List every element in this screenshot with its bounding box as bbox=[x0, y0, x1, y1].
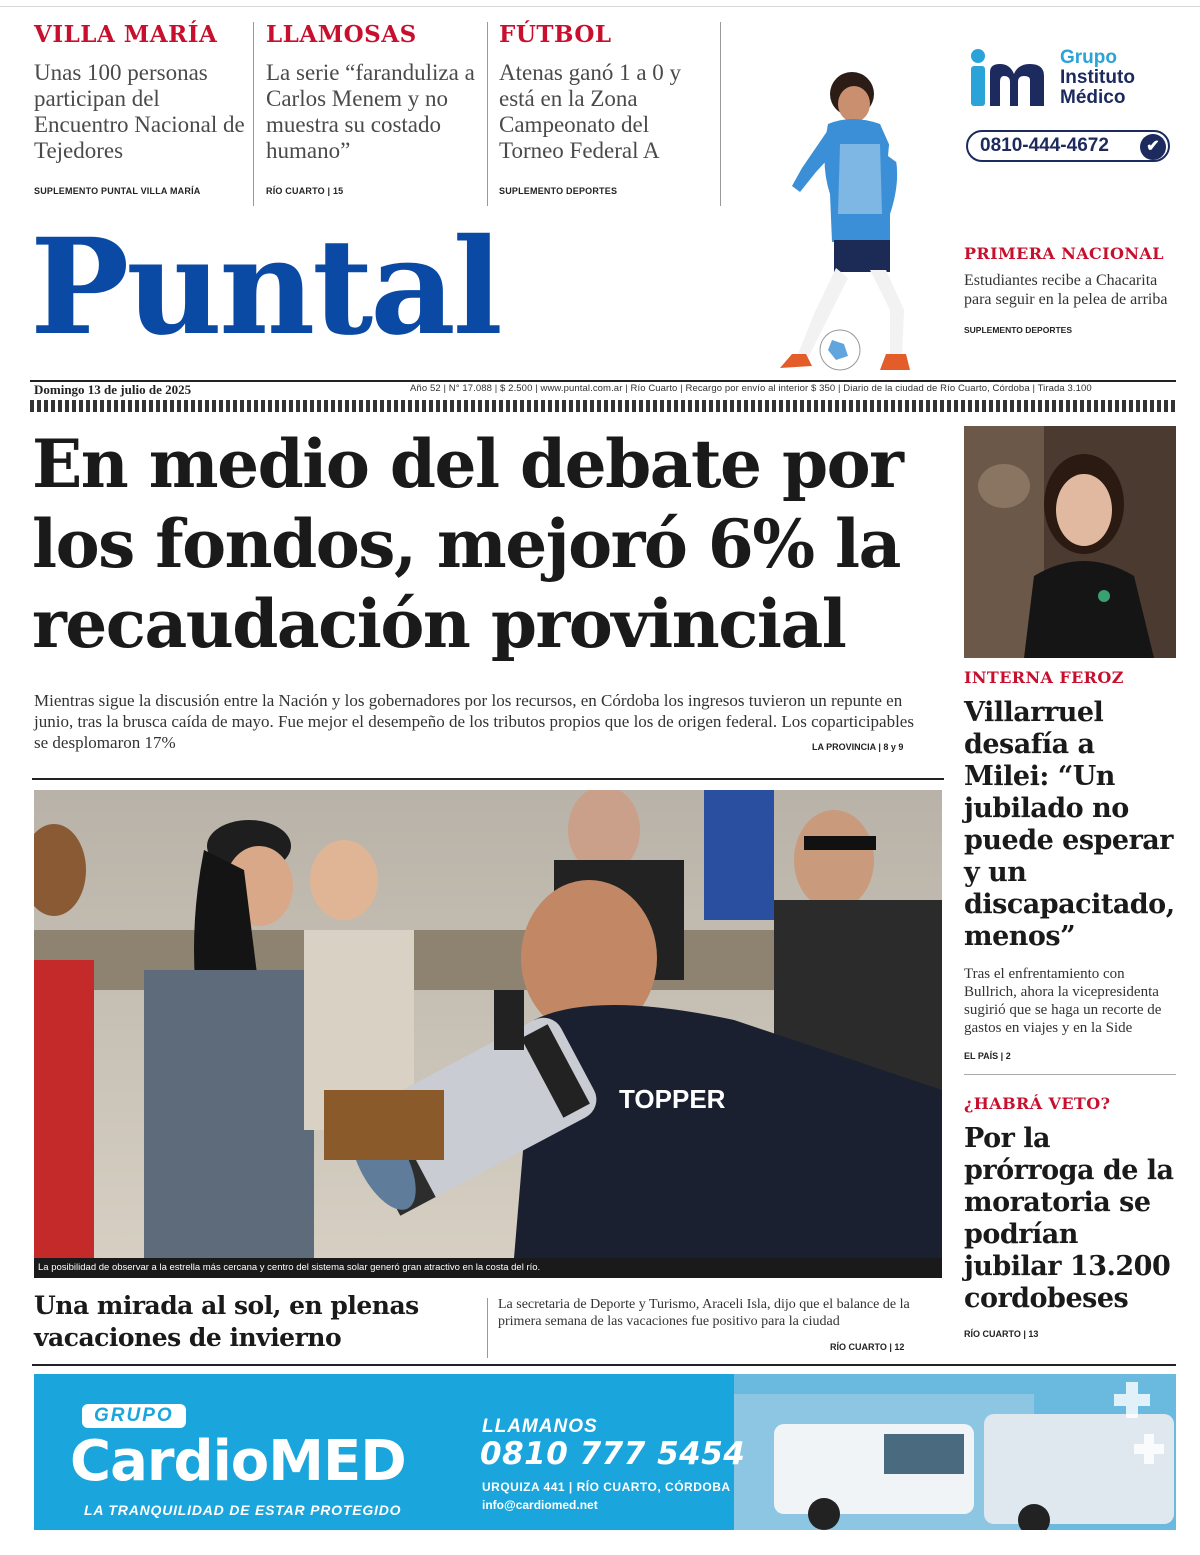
story-ref: RÍO CUARTO | 13 bbox=[964, 1329, 1039, 1339]
edition-meta: Año 52 | N° 17.088 | $ 2.500 | www.puntal.com.ar | Río Cuarto | Recargo por envío al interior $ 350 | Diario de la ciudad de Río Cuarto, Córdoba | Tirada 3.100 bbox=[410, 383, 1092, 394]
story-headline: Por la prórroga de la moratoria se podrían jubilar 13.200 cordobeses bbox=[964, 1123, 1174, 1314]
edition-strip bbox=[30, 380, 1176, 400]
teaser-text: La serie “faranduliza a Carlos Menem y no muestra su costado humano” bbox=[266, 60, 475, 163]
teaser-section: SUPLEMENTO PUNTAL VILLA MARÍA bbox=[34, 186, 201, 196]
football-player-photo bbox=[740, 64, 960, 380]
teaser-kicker: PRIMERA NACIONAL bbox=[964, 244, 1164, 263]
teaser-villa-maria[interactable] bbox=[34, 20, 249, 196]
cardiomed-tagline: LA TRANQUILIDAD DE ESTAR PROTEGIDO bbox=[84, 1502, 402, 1518]
perforated-rule bbox=[30, 400, 1176, 412]
instituto-medico-logo-icon bbox=[968, 48, 1056, 108]
ad-instituto-medico[interactable] bbox=[964, 40, 1174, 170]
cardiomed-address: URQUIZA 441 | RÍO CUARTO, CÓRDOBA bbox=[482, 1480, 731, 1494]
im-phone-pill[interactable] bbox=[966, 130, 1170, 162]
cardiomed-grupo-label: GRUPO bbox=[82, 1404, 186, 1428]
column-divider bbox=[487, 1298, 488, 1358]
shirt-brand-text: TOPPER bbox=[619, 1084, 726, 1114]
cardiomed-logo: CardioMED bbox=[70, 1429, 406, 1494]
im-line1: Instituto bbox=[1060, 67, 1135, 88]
column-divider bbox=[253, 22, 254, 206]
rule bbox=[964, 1074, 1176, 1075]
teaser-section: SUPLEMENTO DEPORTES bbox=[964, 325, 1072, 335]
main-lede: Mientras sigue la discusión entre la Nación y los gobernadores por los recursos, en Córdoba los ingresos tuvieron un repunte en junio, tras la brusca caída de mayo. Fue mejor el desempeño de los tributos propios que los de origen federal. Los coparticipables se desplomaron 17% bbox=[34, 691, 914, 752]
im-phone-number: 0810-444-4672 bbox=[980, 135, 1109, 156]
villarruel-portrait-photo[interactable] bbox=[964, 426, 1176, 658]
rule bbox=[32, 1364, 1176, 1366]
rule bbox=[32, 778, 944, 780]
main-headline[interactable]: En medio del debate por los fondos, mejoró 6% la recaudación provincial bbox=[32, 425, 903, 663]
teaser-text: Unas 100 personas participan del Encuentro Nacional de Tejedores bbox=[34, 60, 245, 163]
teaser-llamosas[interactable] bbox=[266, 20, 481, 196]
teaser-futbol[interactable] bbox=[499, 20, 714, 196]
story-text: Tras el enfrentamiento con Bullrich, ahora la vicepresidenta sugirió que se haga un recorte de gastos en viajes y en la Side bbox=[964, 966, 1162, 1036]
photo-story-ref[interactable]: RÍO CUARTO | 12 bbox=[830, 1342, 905, 1352]
cardiomed-email[interactable]: info@cardiomed.net bbox=[482, 1498, 598, 1512]
main-photo-solar-observation[interactable] bbox=[34, 790, 942, 1258]
photo-caption: La posibilidad de observar a la estrella más cercana y centro del sistema solar generó gran atractivo en la costa del río. bbox=[34, 1258, 942, 1278]
edition-date: Domingo 13 de julio de 2025 bbox=[34, 382, 192, 397]
teaser-text: Estudiantes recibe a Chacarita para seguir en la pelea de arriba bbox=[964, 272, 1168, 308]
ad-cardiomed[interactable] bbox=[34, 1374, 1176, 1530]
column-divider bbox=[487, 22, 488, 206]
teaser-text: Atenas ganó 1 a 0 y está en la Zona Campeonato del Torneo Federal A bbox=[499, 60, 682, 163]
check-icon: ✔ bbox=[1140, 134, 1166, 160]
im-grupo-label: Grupo bbox=[1060, 47, 1117, 68]
photo-story-headline[interactable]: Una mirada al sol, en plenas vacaciones de invierno bbox=[34, 1291, 419, 1352]
im-line2: Médico bbox=[1060, 87, 1126, 108]
teaser-kicker: VILLA MARÍA bbox=[34, 21, 218, 48]
story-kicker: ¿HABRÁ VETO? bbox=[964, 1094, 1111, 1113]
teaser-section: RÍO CUARTO | 15 bbox=[266, 186, 344, 196]
top-border bbox=[0, 6, 1200, 7]
photo-story-text: La secretaria de Deporte y Turismo, Araceli Isla, dijo que el balance de la primera semana de las vacaciones fue positivo para la ciudad bbox=[498, 1297, 910, 1329]
teaser-kicker: LLAMOSAS bbox=[266, 21, 417, 48]
ambulance-photo bbox=[734, 1374, 1176, 1530]
story-moratoria[interactable] bbox=[964, 1094, 1176, 1339]
story-headline: Villarruel desafía a Milei: “Un jubilado no puede esperar y un discapacitado, menos” bbox=[964, 697, 1175, 952]
teaser-primera-nacional[interactable] bbox=[964, 244, 1174, 335]
main-story-ref[interactable]: LA PROVINCIA | 8 y 9 bbox=[812, 742, 904, 752]
story-ref: EL PAÍS | 2 bbox=[964, 1051, 1011, 1061]
story-kicker: INTERNA FEROZ bbox=[964, 668, 1124, 687]
column-divider bbox=[720, 22, 721, 206]
teaser-kicker: FÚTBOL bbox=[499, 21, 612, 48]
cardiomed-phone[interactable]: 0810 777 5454 bbox=[480, 1436, 746, 1472]
instituto-medico-name bbox=[1060, 48, 1135, 108]
masthead-logo[interactable]: Puntal bbox=[30, 210, 500, 365]
story-villarruel[interactable] bbox=[964, 668, 1176, 1061]
cardiomed-call-label: LLAMANOS bbox=[482, 1416, 598, 1437]
teaser-section: SUPLEMENTO DEPORTES bbox=[499, 186, 618, 196]
